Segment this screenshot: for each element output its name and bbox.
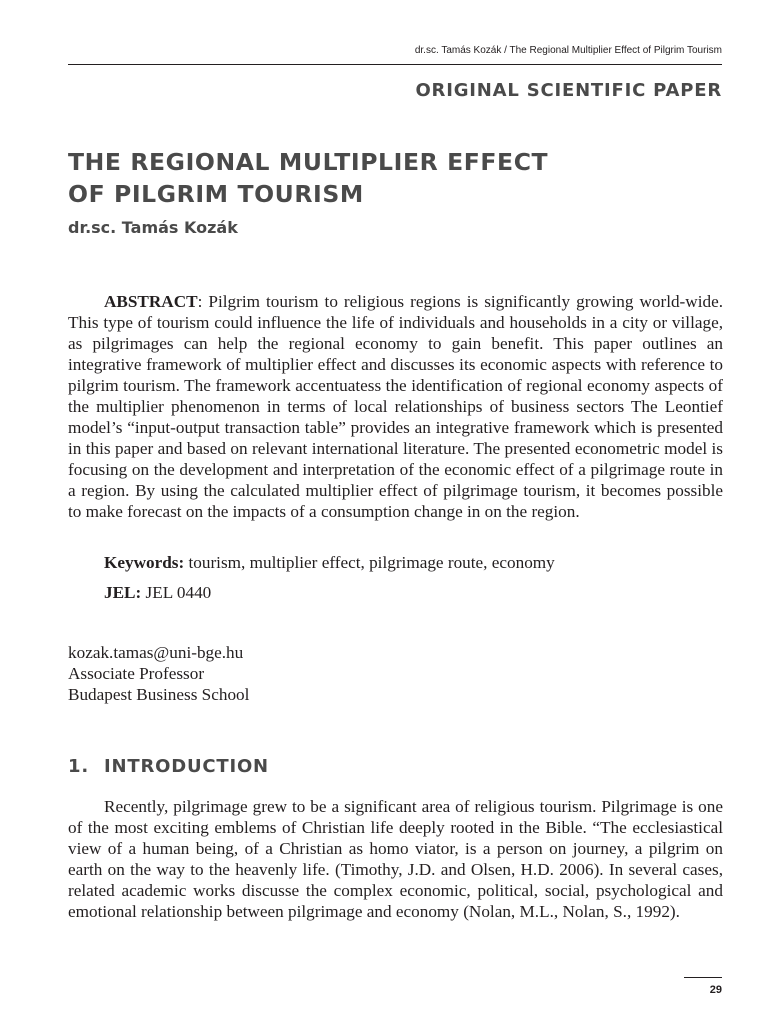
paper-title bbox=[68, 146, 548, 210]
abstract-text: : Pilgrim tourism to religious regions is significantly growing world-wide. This type of tourism could influence the life of individuals and households in a city or village, as pilgrimages can help the regional economy to gain benefit. This paper outlines an integrative framework of multiplier effect and discusses its economic aspects with reference to pilgrim tourism. The framework accentuatess the identification of regional economy aspects of the multiplier phenomenon in terms of local relationships of business sectors The Leontief model’s “input-output transaction table” provides an integrative framework which is presented in this paper and based on relevant international literature. The presented econometric model is focusing on the development and interpretation of the economic effect of a pilgrimage route in a region. By using the calculated multiplier effect of pilgrimage tourism, it becomes possible to make forecast on the impacts of a consumption change in on the region. bbox=[68, 292, 723, 521]
paper-type-label: ORIGINAL SCIENTIFIC PAPER bbox=[415, 80, 722, 101]
introduction-paragraph: Recently, pilgrimage grew to be a significant area of religious tourism. Pilgrimage is one of the most exciting emblems of Christian life deeply rooted in the Bible. “The ecclesiastical view of a human being, of a Christian as homo viator, is a person on journey, a pilgrim on earth on the way to the heavenly life. (Timothy, J.D. and Olsen, H.D. 2006). In several cases, related academic works discusse the complex economic, political, social, psychological and emotional relationship between pilgrimage and economy (Nolan, M.L., Nolan, S., 1992). bbox=[68, 797, 723, 921]
running-title: dr.sc. Tamás Kozák / The Regional Multiplier Effect of Pilgrim Tourism bbox=[414, 45, 722, 56]
keywords bbox=[104, 552, 555, 573]
section-title: INTRODUCTION bbox=[104, 756, 269, 777]
author-position: Associate Professor bbox=[68, 664, 205, 683]
author-email[interactable]: kozak.tamas@uni-bge.hu bbox=[68, 643, 244, 662]
page-number-rule bbox=[684, 977, 722, 978]
paper-title-line-2: OF PILGRIM TOURISM bbox=[68, 180, 364, 208]
author-name: dr.sc. Tamás Kozák bbox=[68, 218, 238, 237]
author-institution: Budapest Business School bbox=[68, 685, 250, 704]
section-heading-introduction bbox=[68, 756, 269, 777]
abstract-label: ABSTRACT bbox=[104, 292, 198, 311]
abstract bbox=[68, 291, 723, 522]
keywords-text: tourism, multiplier effect, pilgrimage route, economy bbox=[184, 553, 555, 572]
jel-code bbox=[104, 582, 211, 603]
jel-text: JEL 0440 bbox=[141, 583, 212, 602]
paper-title-line-1: THE REGIONAL MULTIPLIER EFFECT bbox=[68, 148, 549, 176]
author-contact bbox=[68, 642, 249, 705]
section-number: 1. bbox=[68, 756, 89, 777]
page-number: 29 bbox=[709, 984, 722, 996]
jel-label: JEL: bbox=[104, 583, 142, 602]
keywords-label: Keywords: bbox=[104, 553, 185, 572]
running-header bbox=[68, 44, 722, 65]
